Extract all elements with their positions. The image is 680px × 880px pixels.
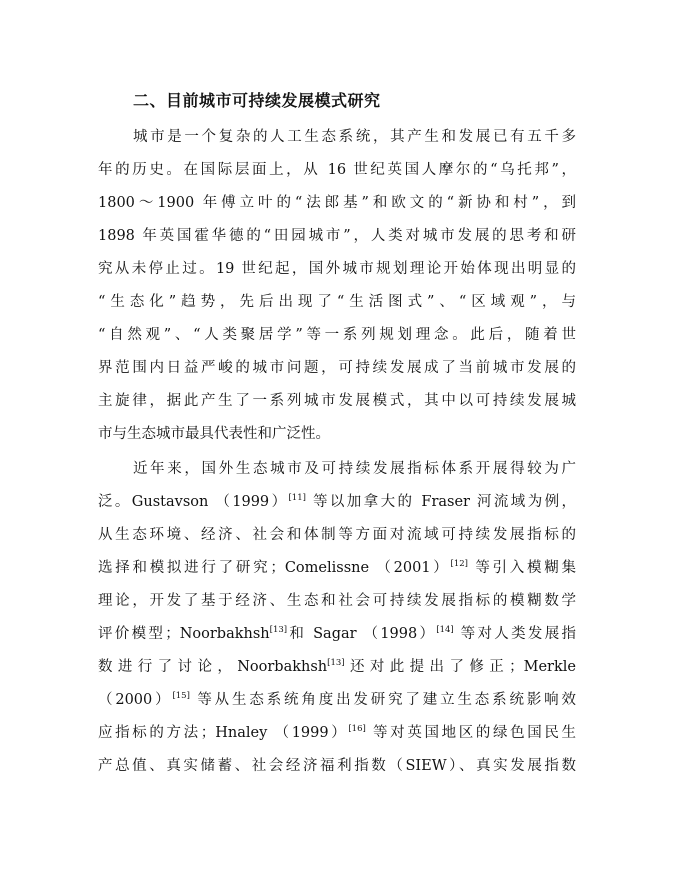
paragraph1-line: 年的历史。在国际层面上，从 16 世纪英国人摩尔的“乌托邦”，	[98, 162, 576, 178]
paragraph2-line	[98, 657, 576, 677]
text-run: 等对人类发展指	[453, 626, 576, 642]
paragraph1-line: 究从未停止过。19 世纪起，国外城市规划理论开始体现出明显的	[98, 261, 576, 277]
citation-ref: [11]	[288, 493, 306, 503]
text-run: 泛。Gustavson （1999）	[98, 494, 289, 510]
citation-ref: [15]	[172, 691, 190, 701]
citation-ref: [13]	[327, 658, 345, 668]
text-run: （2000）	[98, 692, 173, 708]
text-run: 应指标的方法；Hnaley （1999）	[98, 725, 349, 741]
text-run: 等从生态系统角度出发研究了建立生态系统影响效	[189, 692, 576, 708]
paragraph2-line	[98, 723, 576, 743]
text-run: 等以加拿大的 Fraser 河流域为例，	[305, 494, 576, 510]
section-heading: 二、目前城市可持续发展模式研究	[133, 91, 381, 110]
citation-ref: [12]	[450, 559, 468, 569]
paragraph1-line: “生态化”趋势，先后出现了“生活图式”、“区域观”，与	[98, 294, 576, 310]
text-run: 选择和模拟进行了研究；Comelissne （2001）	[98, 560, 451, 576]
paragraph1-line: “自然观”、“人类聚居学”等一系列规划理念。此后，随着世	[98, 327, 576, 343]
paragraph2-line: 从生态环境、经济、社会和体制等方面对流域可持续发展指标的	[98, 527, 576, 543]
paragraph1-line: 1800～1900 年傅立叶的“法郎基”和欧文的“新协和村”，到	[98, 195, 576, 211]
citation-ref: [13]	[269, 625, 288, 635]
text-run: 等对英国地区的绿色国民生	[365, 725, 576, 741]
paragraph1-line: 界范围内日益严峻的城市问题，可持续发展成了当前城市发展的	[98, 360, 576, 376]
text-run: 还对此提出了修正；Merkle	[344, 659, 576, 675]
paragraph2-line	[98, 690, 576, 710]
text-run: 评价模型；Noorbakhsh	[98, 626, 270, 642]
paragraph1-line: 1898 年英国霍华德的“田园城市”，人类对城市发展的思考和研	[98, 228, 576, 244]
text-run: 和 Sagar （1998）	[287, 626, 437, 642]
paragraph1-line: 主旋律，据此产生了一系列城市发展模式，其中以可持续发展城	[98, 393, 576, 409]
text-run: 等引入模糊集	[467, 560, 576, 576]
citation-ref: [16]	[348, 724, 366, 734]
paragraph2-line: 理论，开发了基于经济、生态和社会可持续发展指标的模糊数学	[98, 593, 576, 609]
paragraph1-line: 市与生态城市最具代表性和广泛性。	[98, 426, 330, 442]
paragraph1-line: 城市是一个复杂的人工生态系统，其产生和发展已有五千多	[133, 129, 576, 145]
paragraph2-line: 产总值、真实储蓄、社会经济福利指数（SIEW）、真实发展指数	[98, 758, 576, 774]
paragraph2-line	[98, 558, 576, 578]
paragraph2-line	[98, 492, 576, 512]
paragraph2-line: 近年来，国外生态城市及可持续发展指标体系开展得较为广	[133, 461, 576, 477]
paragraph2-line	[98, 624, 576, 644]
citation-ref: [14]	[436, 625, 454, 635]
text-run: 数进行了讨论，Noorbakhsh	[98, 659, 328, 675]
